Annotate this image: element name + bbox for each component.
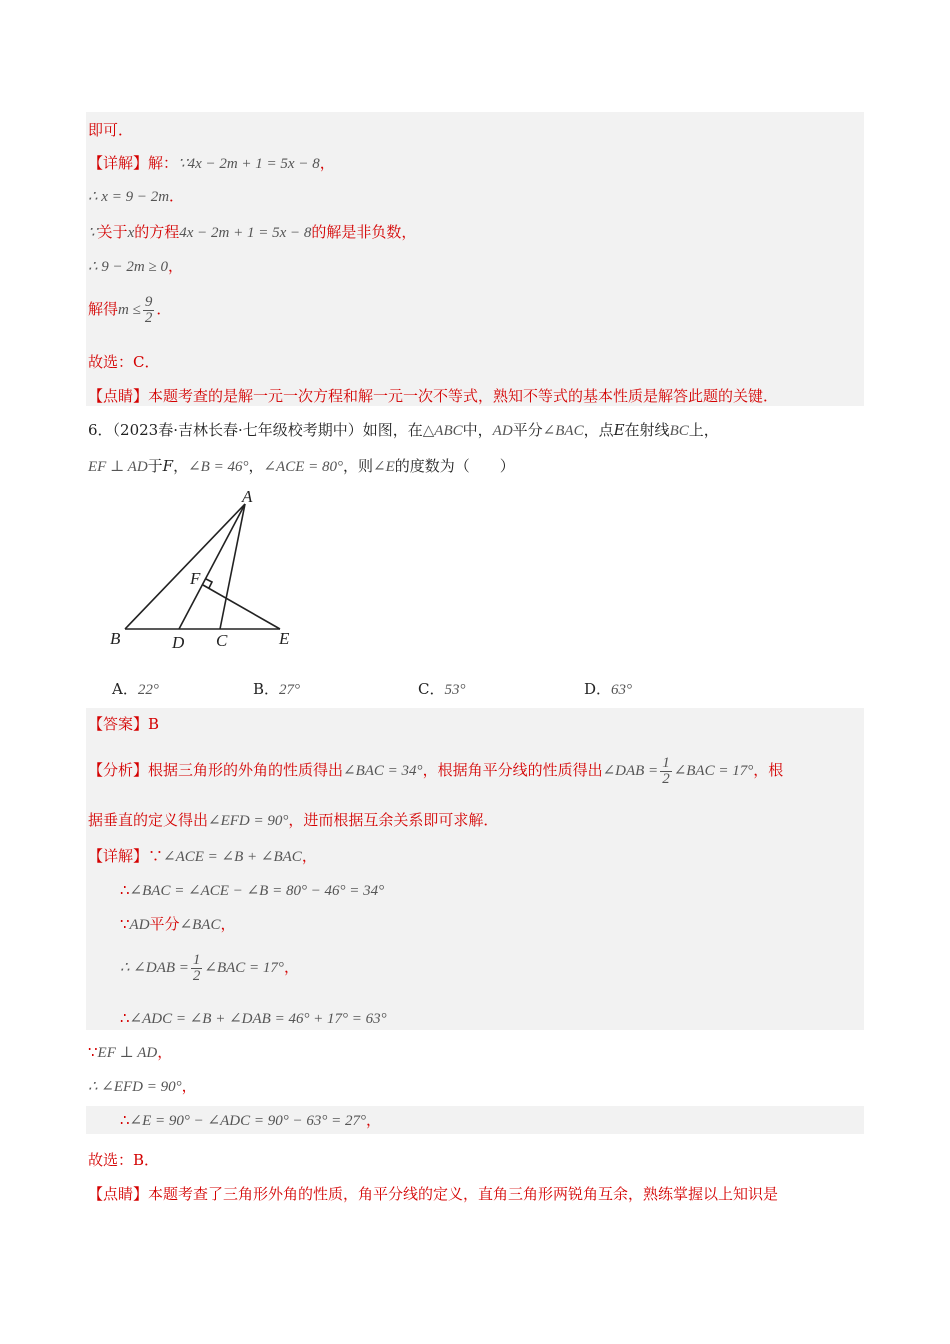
detail-line: 【详解】解：∵4x − 2m + 1 = 5x − 8，: [88, 154, 335, 172]
segment-ab: [125, 504, 245, 629]
label-c: C: [216, 631, 228, 650]
result-line: 解得m ≤ $\frac{9}{2}$ ．: [88, 293, 172, 326]
detail-line: ∴∠E = 90° − ∠ADC = 90° − 63° = 27°，: [120, 1111, 381, 1129]
comment-line: 【点睛】本题考查的是解一元一次方程和解一元一次不等式，熟知不等式的基本性质是解答此题的关键．: [88, 387, 779, 405]
segment-ad: [179, 504, 245, 629]
fraction: $\frac{9}{2}$: [144, 293, 153, 326]
detail-line: ∴ ∠EFD = 90°，: [88, 1077, 197, 1095]
segment-ac: [220, 504, 245, 629]
label-a: A: [242, 490, 253, 506]
label-d: D: [172, 633, 185, 652]
option-c[interactable]: C．53°: [418, 680, 466, 698]
option-a[interactable]: A．22°: [112, 680, 159, 698]
detail-line: ∵AD平分∠BAC，: [120, 915, 236, 933]
detail-line: ∴∠BAC = ∠ACE − ∠B = 80° − 46° = 34°: [120, 881, 385, 899]
detail-line: ∴ ∠DAB = $\frac{1}{2}$ ∠BAC = 17°，: [120, 951, 299, 984]
equation: ∵4x − 2m + 1 = 5x − 8: [178, 156, 320, 172]
math-line: ∴ x = 9 − 2m．: [88, 187, 185, 205]
segment-ef: [203, 585, 280, 629]
choice-line: 故选：B．: [88, 1151, 160, 1169]
detail-tag: 【详解】: [88, 154, 149, 172]
option-b[interactable]: B．27°: [253, 680, 301, 698]
fraction: $\frac{1}{2}$: [662, 754, 670, 787]
detail-line: 【详解】∵∠ACE = ∠B + ∠BAC，: [88, 847, 317, 865]
comment-line: 【点睛】本题考查了三角形外角的性质，角平分线的定义，直角三角形两锐角互余，熟练掌握以上知识是: [88, 1185, 779, 1203]
label-b: B: [110, 629, 121, 648]
label-f: F: [190, 569, 201, 588]
option-d[interactable]: D．63°: [584, 680, 633, 698]
triangle-figure: [100, 490, 310, 655]
detail-line: ∵EF ⊥ AD，: [88, 1043, 173, 1061]
detail-line: ∴∠ADC = ∠B + ∠DAB = 46° + 17° = 63°: [120, 1009, 387, 1027]
question-line-1: 6．（2023春·吉林长春·七年级校考期中）如图，在△ABC中，AD平分∠BAC，点E在射线BC上，: [88, 421, 719, 439]
math-line: ∴ 9 − 2m ≥ 0，: [88, 257, 183, 275]
question-line-2: EF ⊥ AD于F，∠B = 46°，∠ACE = 80°，则∠E的度数为（ ）: [88, 457, 515, 475]
label-e: E: [279, 629, 290, 648]
analysis-line-2: 据垂直的定义得出∠EFD = 90°，进而根据互余关系即可求解．: [88, 811, 499, 829]
text-line: 即可．: [88, 121, 134, 139]
answer-line: 【答案】B: [88, 715, 160, 733]
choice-line: 故选：C．: [88, 353, 160, 371]
fraction: $\frac{1}{2}$: [192, 951, 201, 984]
analysis-line-1: 【分析】根据三角形的外角的性质得出∠BAC = 34°，根据角平分线的性质得出∠DAB = $\frac{1}{2}$ ∠BAC = 17°，根: [88, 754, 784, 787]
text-line: ∵关于x的方程4x − 2m + 1 = 5x − 8的解是非负数，: [88, 223, 417, 241]
